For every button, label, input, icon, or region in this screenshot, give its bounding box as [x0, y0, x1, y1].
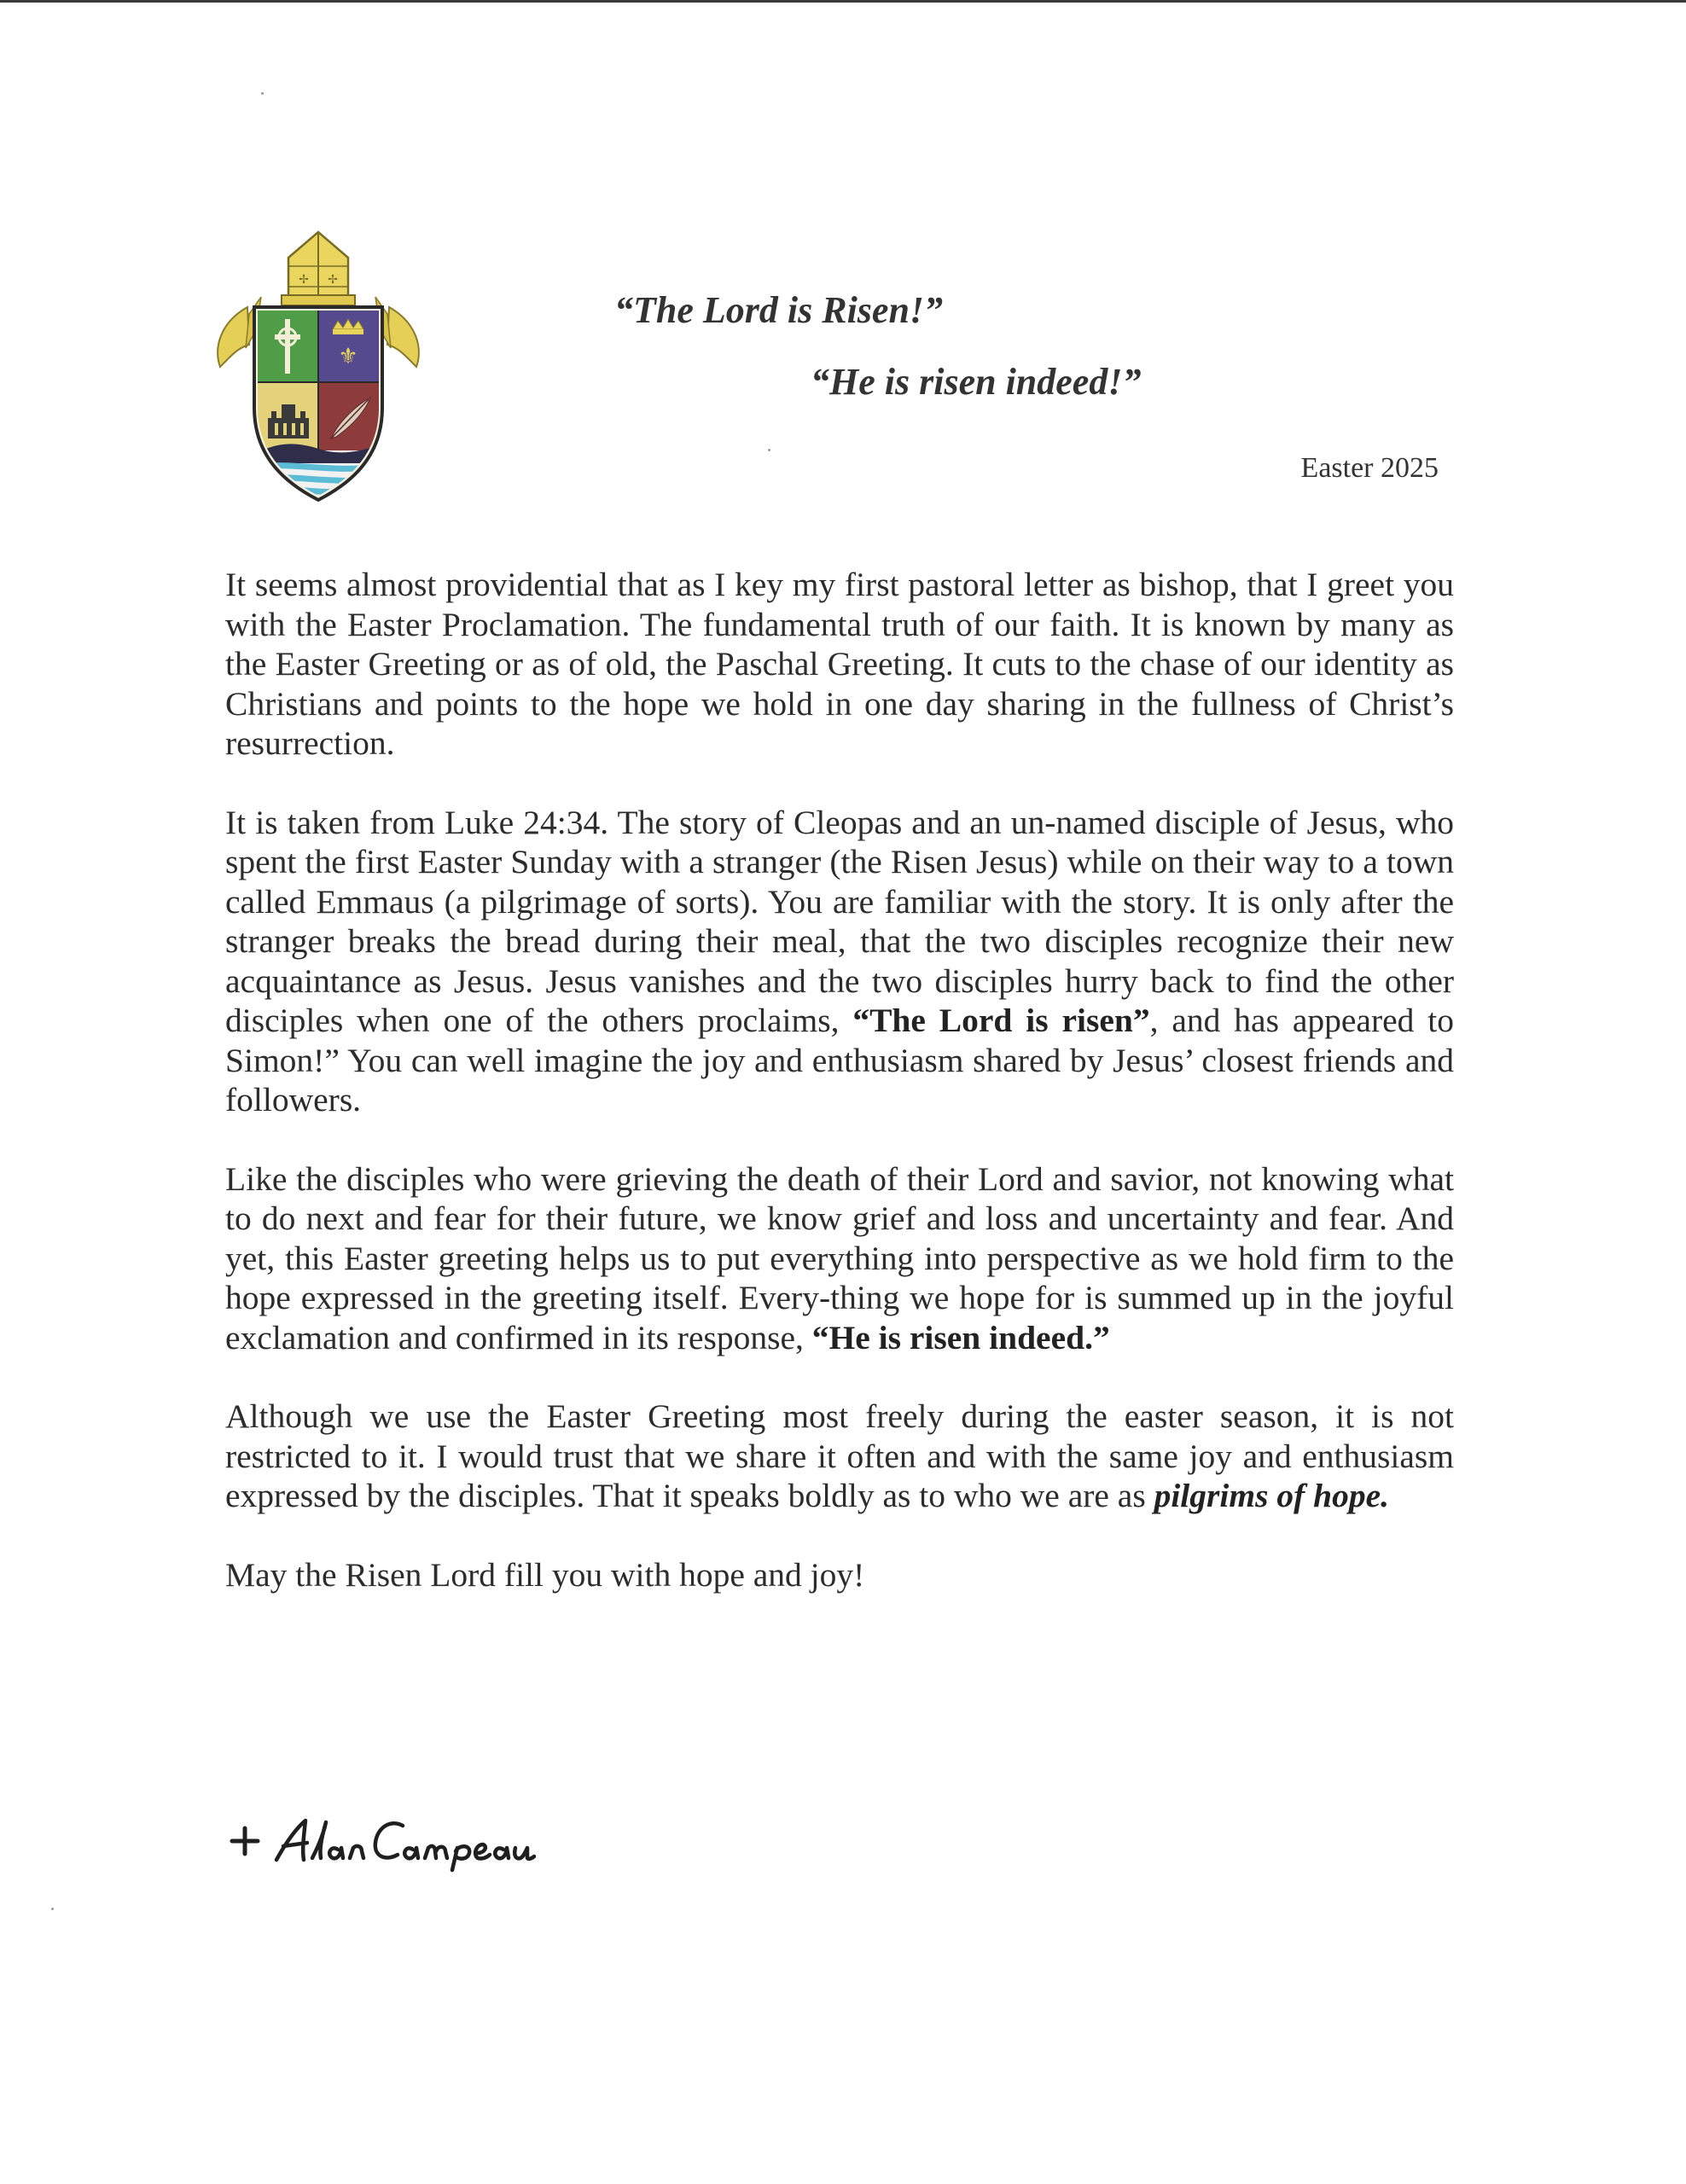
greeting-line-1: “The Lord is Risen!”: [614, 289, 944, 331]
handwritten-signature: [224, 1807, 548, 1875]
paragraph-2-text-b: , and has appeared to Simon!” You can well imagine the joy and enthusiasm shared by Jesus’ closest friends and followers.: [225, 1002, 1454, 1118]
greeting-line-2: “He is risen indeed!”: [811, 361, 1142, 403]
paragraph-2-text-a: It is taken from Luke 24:34. The story of Cleopas and an un-named disciple of Jesus, who spent the first Easter Sunday with a stranger (the Risen Jesus) while on their way to a town called Emmaus (a pilgrimage of sorts). You are familiar with the story. It is only after the stranger breaks the bread during their meal, that the two disciples recognize their new acquaintance as Jesus. Jesus vanishes and the two disciples hurry back to find the other disciples when one of the others proclaims,: [225, 803, 1454, 1039]
letter-body: [225, 565, 1454, 1634]
scan-speck: [261, 92, 264, 95]
letter-date: Easter 2025: [1300, 452, 1439, 484]
svg-text:✢: ✢: [328, 274, 338, 287]
paragraph-2: [225, 803, 1454, 1120]
paragraph-3: [225, 1159, 1454, 1358]
paragraph-4-emphasis: pilgrims of hope.: [1154, 1477, 1389, 1514]
paragraph-1: It seems almost providential that as I key my first pastoral letter as bishop, that I greet you with the Easter Proclamation. The fundamental truth of our faith. It is known by many as the Easter Greeting or as of old, the Paschal Greeting. It cuts to the chase of our identity as Christians and points to the hope we hold in one day sharing in the fullness of Christ’s resurrection.: [225, 566, 1454, 762]
paragraph-4: [225, 1397, 1454, 1516]
paragraph-2-emphasis: “The Lord is risen”: [852, 1002, 1150, 1039]
scan-top-border: [0, 0, 1686, 3]
diocesan-coat-of-arms-icon: [212, 229, 425, 510]
paragraph-5: May the Risen Lord fill you with hope and joy!: [225, 1555, 865, 1594]
svg-text:⚜: ⚜: [338, 344, 358, 369]
svg-text:✢: ✢: [299, 274, 309, 287]
paragraph-3-emphasis: “He is risen indeed.”: [811, 1318, 1110, 1356]
scan-speck: [768, 449, 770, 451]
scan-speck: [51, 1908, 54, 1910]
paragraph-3-text: Like the disciples who were grieving the death of their Lord and savior, not knowing what to do next and fear for their future, we know grief and loss and uncertainty and fear. And yet, this Easter greeting helps us to put everything into perspective as we hold firm to the hope expressed in the greeting itself. Every-thing we hope for is summed up in the joyful exclamation and confirmed in its response,: [225, 1159, 1454, 1356]
paragraph-4-text: Although we use the Easter Greeting most freely during the easter season, it is not restricted to it. I would trust that we share it often and with the same joy and enthusiasm expressed by the disciples. That it speaks boldly as to who we are as: [225, 1397, 1454, 1514]
